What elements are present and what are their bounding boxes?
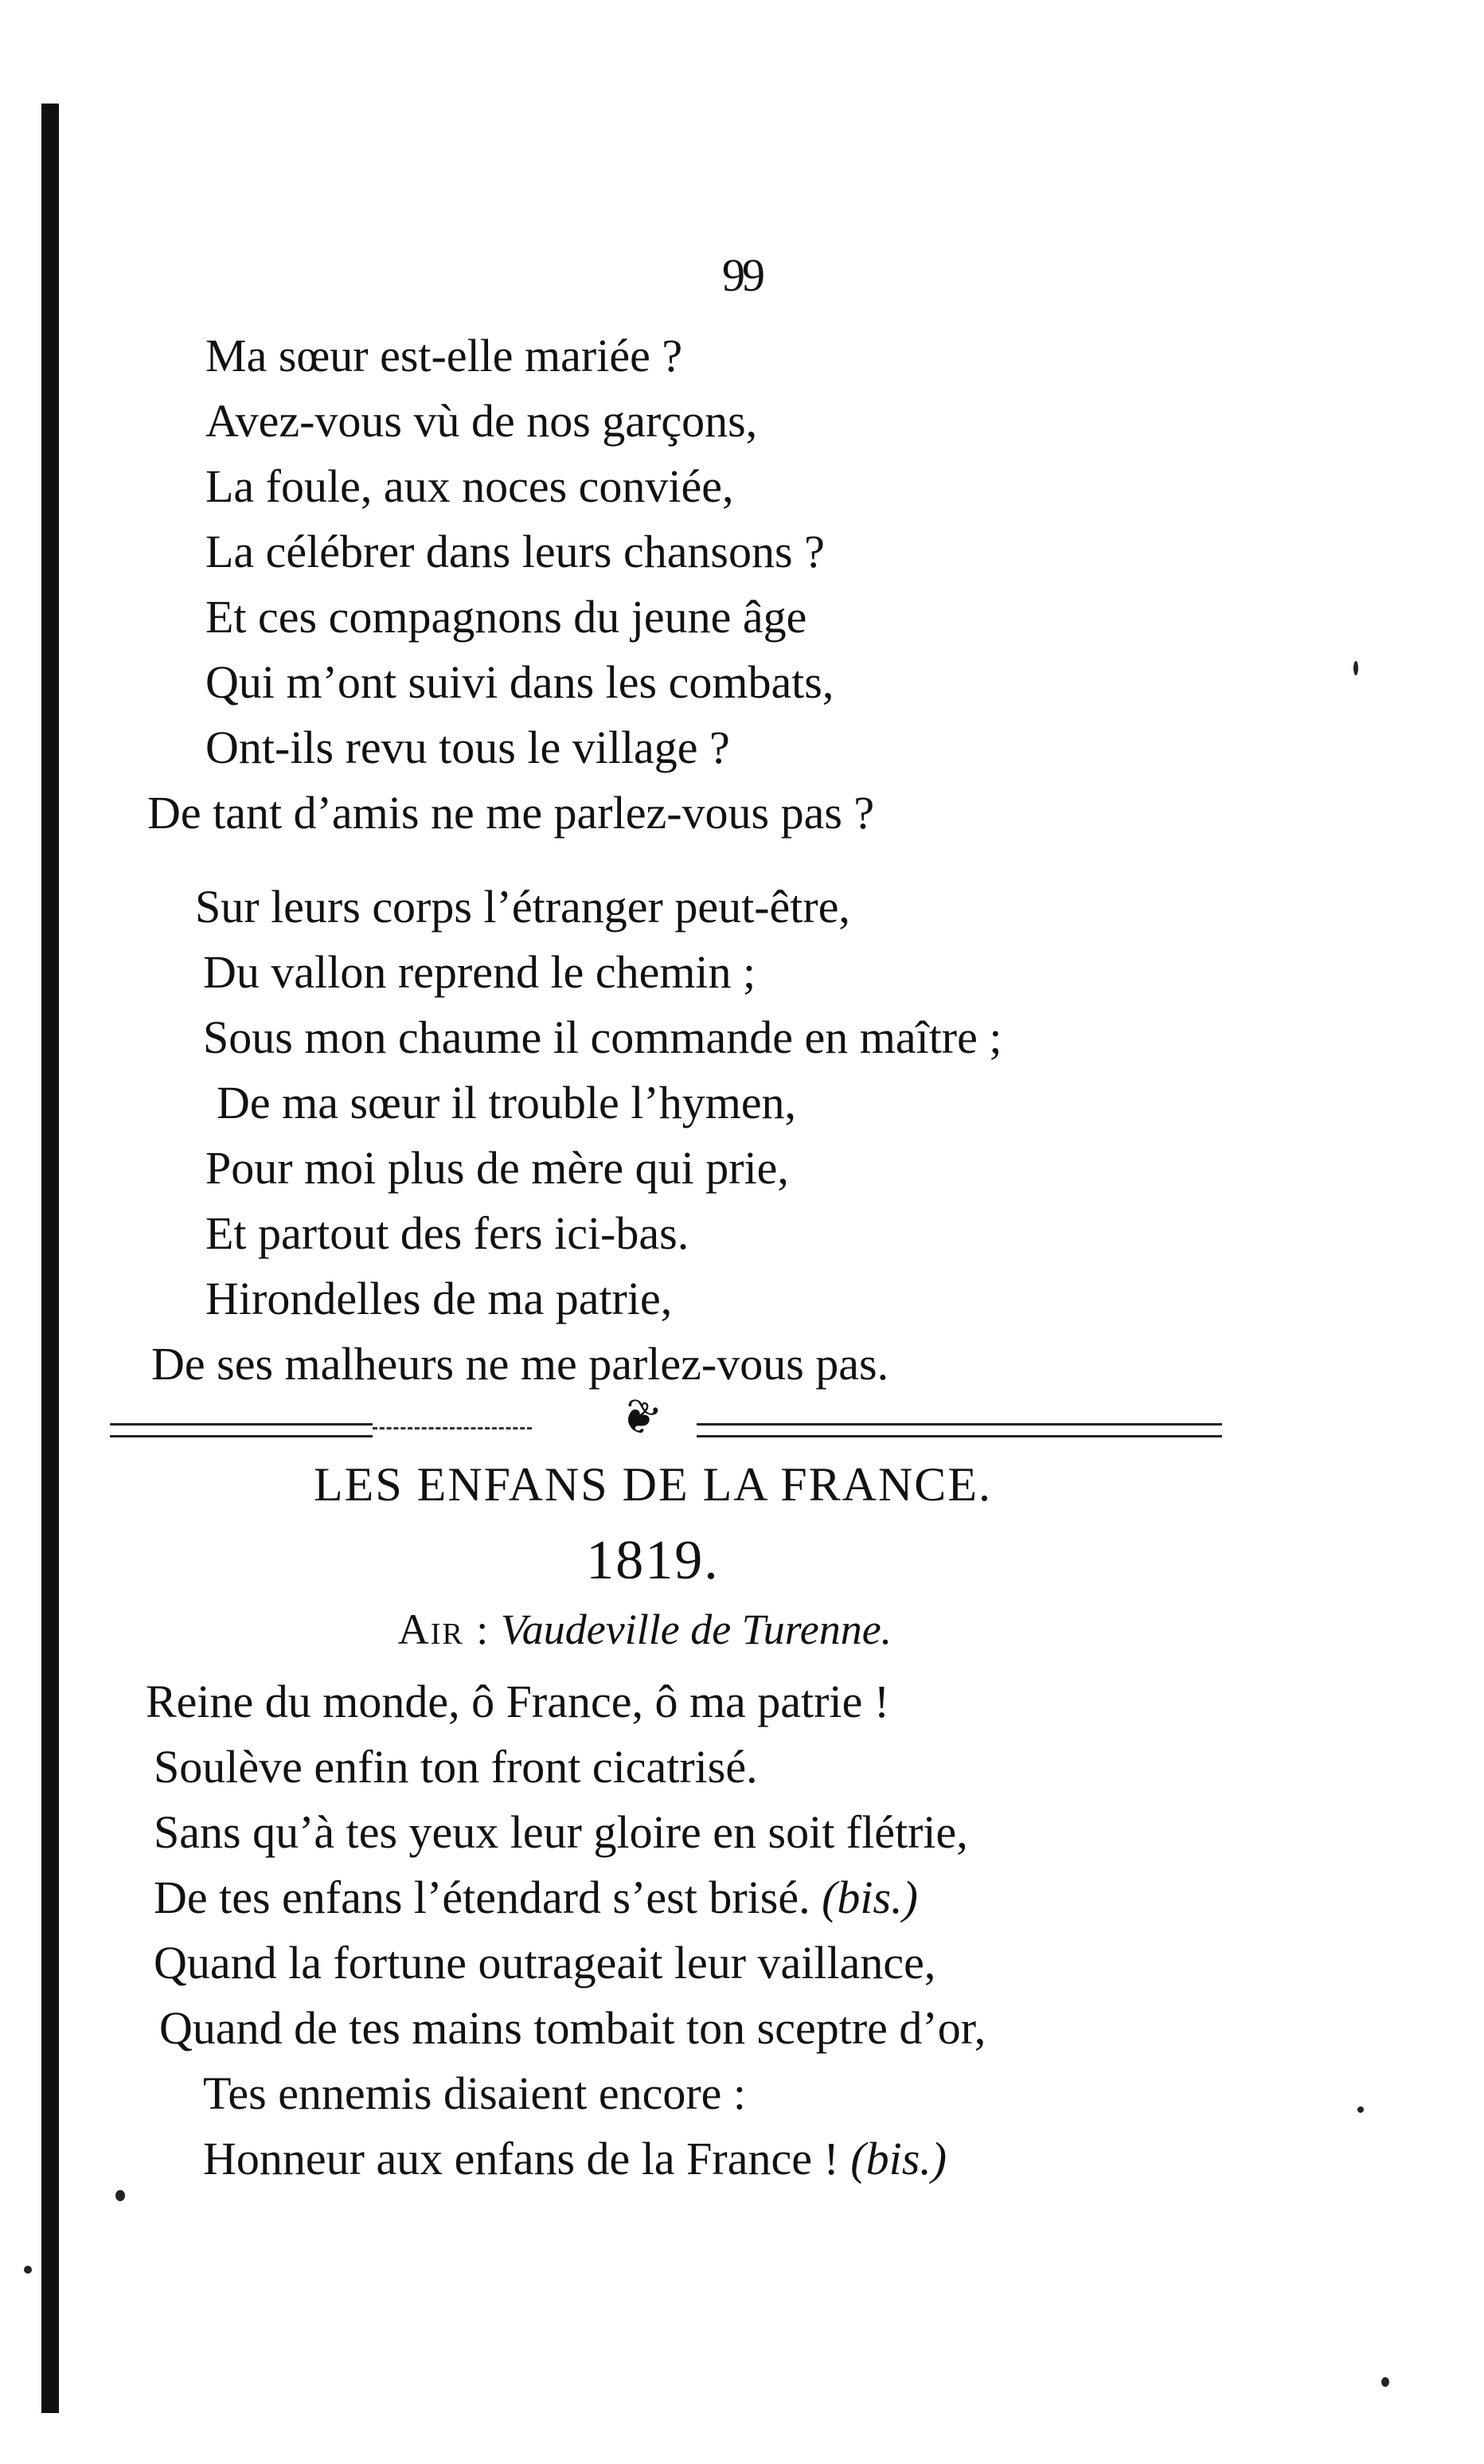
tune-indication (0, 1605, 1290, 1654)
scan-speck (1353, 661, 1358, 675)
song-title: LES ENFANS DE LA FRANCE. (314, 1458, 992, 1511)
verse-line: La foule, aux noces conviée, (205, 460, 734, 512)
bis-marker: (bis.) (850, 2133, 947, 2184)
verse-line: Sous mon chaume il commande en maître ; (203, 1011, 1002, 1063)
verse-line: Pour moi plus de mère qui prie, (205, 1142, 789, 1194)
binding-edge (41, 104, 59, 2413)
verse-line: Et ces compagnons du jeune âge (205, 591, 807, 643)
verse-line: Reine du monde, ô France, ô ma patrie ! (146, 1676, 890, 1727)
air-label: Air : (397, 1606, 490, 1653)
verse-line: De ma sœur il trouble l’hymen, (217, 1077, 797, 1128)
verse-line: Ont-ils revu tous le village ? (205, 722, 730, 773)
scan-speck (1381, 2377, 1389, 2387)
verse-line: Tes ennemis disaient encore : (203, 2067, 747, 2119)
verse-line: Quand de tes mains tombait ton sceptre d’or, (159, 2002, 986, 2054)
verse-line: Quand la fortune outrageait leur vaillance, (154, 1937, 936, 1989)
verse-line: De ses malheurs ne me parlez-vous pas. (151, 1338, 889, 1390)
verse-line: Ma sœur est-elle mariée ? (205, 330, 683, 381)
divider-ornament-icon: ❦ (611, 1387, 667, 1449)
verse-line: Soulève enfin ton front cicatrisé. (154, 1741, 758, 1793)
verse-line: Sur leurs corps l’étranger peut-être, (195, 881, 850, 933)
divider-rule-left (110, 1423, 373, 1437)
verse-line: De tes enfans l’étendard s’est brisé. (bis.) (154, 1871, 918, 1923)
verse-line: Sans qu’à tes yeux leur gloire en soit flétrie, (154, 1806, 968, 1858)
song-year: 1819. (586, 1530, 720, 1591)
verse-line: Honneur aux enfans de la France ! (bis.) (203, 2133, 947, 2184)
scan-speck (24, 2266, 32, 2274)
verse-line: La célébrer dans leurs chansons ? (205, 526, 825, 577)
verse-line: De tant d’amis ne me parlez-vous pas ? (147, 787, 875, 839)
divider-rule-right (697, 1423, 1222, 1437)
page-number: 99 (722, 249, 762, 301)
air-tune: Vaudeville de Turenne. (500, 1606, 892, 1653)
bis-marker: (bis.) (822, 1871, 918, 1923)
scan-speck (115, 2190, 125, 2201)
scan-speck (1357, 2106, 1364, 2113)
verse-line: Hirondelles de ma patrie, (205, 1273, 673, 1324)
verse-line: Avez-vous vù de nos garçons, (205, 395, 758, 447)
verse-line: Qui m’ont suivi dans les combats, (205, 656, 834, 708)
verse-line: Du vallon reprend le chemin ; (203, 946, 756, 998)
verse-line: Et partout des fers ici-bas. (205, 1207, 689, 1259)
divider-dashes (373, 1427, 532, 1430)
